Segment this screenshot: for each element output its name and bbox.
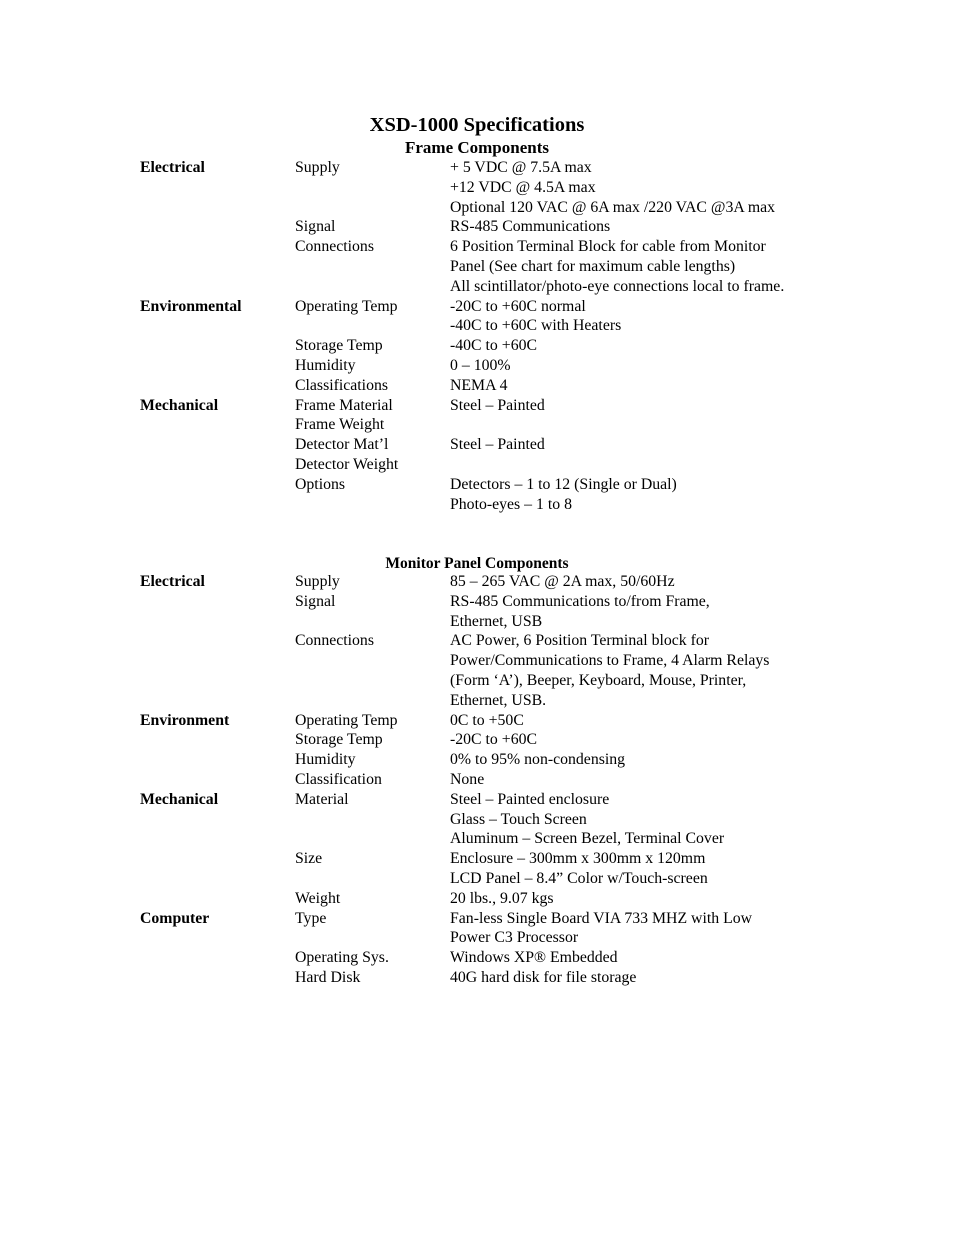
spec-value: Ethernet, USB. bbox=[450, 691, 547, 709]
spec-row bbox=[0, 849, 954, 869]
spec-category bbox=[140, 810, 295, 830]
spec-category: Electrical bbox=[140, 573, 205, 590]
spec-item bbox=[295, 257, 450, 277]
spec-value: -40C to +60C with Heaters bbox=[450, 317, 622, 335]
spec-item: Hard Disk bbox=[295, 968, 361, 986]
spec-value: 0C to +50C bbox=[450, 711, 524, 729]
spec-item bbox=[295, 928, 450, 948]
spec-item: Signal bbox=[295, 218, 336, 236]
spec-value: 20 lbs., 9.07 kgs bbox=[450, 889, 554, 907]
spec-category bbox=[140, 889, 295, 909]
spec-row bbox=[0, 495, 954, 515]
spec-value: Power/Communications to Frame, 4 Alarm Relays bbox=[450, 652, 770, 670]
spec-value: 40G hard disk for file storage bbox=[450, 968, 637, 986]
spec-category bbox=[140, 829, 295, 849]
spec-row bbox=[0, 572, 954, 592]
spec-value: None bbox=[450, 770, 485, 788]
spec-category bbox=[140, 376, 295, 396]
spec-value: RS-485 Communications to/from Frame, bbox=[450, 592, 710, 610]
spec-item: Storage Temp bbox=[295, 337, 383, 355]
spec-item: Operating Sys. bbox=[295, 949, 389, 967]
spec-category bbox=[140, 671, 295, 691]
spec-category bbox=[140, 316, 295, 336]
monitor-panel-heading: Monitor Panel Components bbox=[385, 555, 569, 572]
spec-value: Photo-eyes – 1 to 8 bbox=[450, 495, 572, 513]
spec-value: Windows XP® Embedded bbox=[450, 949, 618, 967]
spec-item: Operating Temp bbox=[295, 297, 398, 315]
spec-item: Humidity bbox=[295, 751, 356, 769]
spec-row bbox=[0, 928, 954, 948]
spec-value: Power C3 Processor bbox=[450, 929, 579, 947]
spec-row bbox=[0, 592, 954, 612]
spec-item: Connections bbox=[295, 632, 374, 650]
spec-value: Steel – Painted bbox=[450, 396, 545, 414]
spec-item bbox=[295, 178, 450, 198]
spec-category bbox=[140, 277, 295, 297]
spec-value: Steel – Painted enclosure bbox=[450, 790, 610, 808]
spec-value: Ethernet, USB bbox=[450, 612, 543, 630]
spec-item: Type bbox=[295, 909, 327, 927]
spec-item: Size bbox=[295, 850, 323, 868]
spec-item: Operating Temp bbox=[295, 711, 398, 729]
spec-row bbox=[0, 277, 954, 297]
spec-row bbox=[0, 356, 954, 376]
spec-category: Environment bbox=[140, 711, 230, 729]
spec-row bbox=[0, 750, 954, 770]
spec-item: Classifications bbox=[295, 376, 389, 394]
spec-row bbox=[0, 396, 954, 416]
spec-row bbox=[0, 217, 954, 237]
spec-category bbox=[140, 336, 295, 356]
spec-value: Enclosure – 300mm x 300mm x 120mm bbox=[450, 850, 706, 868]
spec-category bbox=[140, 592, 295, 612]
spec-row bbox=[0, 316, 954, 336]
spec-category bbox=[140, 730, 295, 750]
spec-value bbox=[450, 415, 830, 435]
spec-value: Optional 120 VAC @ 6A max /220 VAC @3A max bbox=[450, 198, 776, 216]
spec-item: Humidity bbox=[295, 356, 356, 374]
frame-components-heading: Frame Components bbox=[404, 138, 549, 157]
spec-value: LCD Panel – 8.4” Color w/Touch-screen bbox=[450, 869, 708, 887]
spec-item bbox=[295, 277, 450, 297]
spec-item: Connections bbox=[295, 238, 374, 256]
spec-row bbox=[0, 829, 954, 849]
spec-row bbox=[0, 237, 954, 257]
spec-category bbox=[140, 237, 295, 257]
spec-item: Detector Weight bbox=[295, 455, 399, 473]
spec-value: Glass – Touch Screen bbox=[450, 810, 587, 828]
spec-row bbox=[0, 158, 954, 178]
spec-row bbox=[0, 770, 954, 790]
spec-value: NEMA 4 bbox=[450, 376, 508, 394]
spec-category bbox=[140, 770, 295, 790]
spec-row bbox=[0, 730, 954, 750]
spec-category bbox=[140, 631, 295, 651]
spec-value: 0 – 100% bbox=[450, 356, 511, 374]
spec-item: Frame Weight bbox=[295, 416, 385, 434]
spec-item bbox=[295, 829, 450, 849]
spec-row bbox=[0, 198, 954, 218]
spec-category bbox=[140, 691, 295, 711]
spec-category bbox=[140, 475, 295, 495]
spec-value: + 5 VDC @ 7.5A max bbox=[450, 159, 592, 176]
spec-category bbox=[140, 495, 295, 515]
spec-item: Weight bbox=[295, 889, 341, 907]
frame-spec-table bbox=[0, 158, 954, 514]
spec-row bbox=[0, 631, 954, 651]
spec-item bbox=[295, 810, 450, 830]
spec-row bbox=[0, 711, 954, 731]
spec-category: Computer bbox=[140, 909, 210, 927]
spec-row bbox=[0, 909, 954, 929]
spec-row bbox=[0, 455, 954, 475]
spec-category bbox=[140, 415, 295, 435]
spec-row bbox=[0, 376, 954, 396]
spec-value bbox=[450, 455, 830, 475]
spec-item bbox=[295, 316, 450, 336]
spec-category bbox=[140, 455, 295, 475]
spec-value: RS-485 Communications bbox=[450, 218, 611, 236]
spec-item: Storage Temp bbox=[295, 731, 383, 749]
spec-item: Frame Material bbox=[295, 396, 393, 414]
spec-category bbox=[140, 968, 295, 988]
spec-item: Signal bbox=[295, 592, 336, 610]
spec-category: Mechanical bbox=[140, 790, 219, 808]
spec-category bbox=[140, 198, 295, 218]
spec-category: Environmental bbox=[140, 297, 242, 315]
spec-category bbox=[140, 435, 295, 455]
spec-category bbox=[140, 217, 295, 237]
spec-row bbox=[0, 869, 954, 889]
spec-category bbox=[140, 651, 295, 671]
spec-value: Fan-less Single Board VIA 733 MHZ with Low bbox=[450, 909, 753, 927]
spec-row bbox=[0, 435, 954, 455]
monitor-spec-table bbox=[0, 572, 954, 988]
spec-row bbox=[0, 790, 954, 810]
spec-item bbox=[295, 691, 450, 711]
spec-value: -20C to +60C normal bbox=[450, 297, 586, 315]
spec-row bbox=[0, 178, 954, 198]
spec-category: Mechanical bbox=[140, 396, 219, 414]
spec-category bbox=[140, 356, 295, 376]
spec-item: Supply bbox=[295, 573, 340, 590]
spec-item bbox=[295, 869, 450, 889]
spec-row bbox=[0, 612, 954, 632]
spec-row bbox=[0, 691, 954, 711]
spec-item: Detector Mat’l bbox=[295, 436, 389, 454]
spec-row bbox=[0, 415, 954, 435]
spec-row bbox=[0, 651, 954, 671]
spec-category bbox=[140, 849, 295, 869]
spec-value: Detectors – 1 to 12 (Single or Dual) bbox=[450, 475, 677, 493]
spec-item bbox=[295, 495, 450, 515]
spec-row bbox=[0, 671, 954, 691]
spec-value: 0% to 95% non-condensing bbox=[450, 751, 626, 769]
spec-category bbox=[140, 178, 295, 198]
spec-value: Panel (See chart for maximum cable lengths) bbox=[450, 257, 736, 275]
spec-item: Classification bbox=[295, 770, 382, 788]
spec-value: (Form ‘A’), Beeper, Keyboard, Mouse, Printer, bbox=[450, 671, 747, 689]
spec-item bbox=[295, 671, 450, 691]
spec-category bbox=[140, 869, 295, 889]
spec-row bbox=[0, 948, 954, 968]
spec-item bbox=[295, 198, 450, 218]
spec-category bbox=[140, 750, 295, 770]
spec-value: AC Power, 6 Position Terminal block for bbox=[450, 632, 710, 650]
spec-value: Aluminum – Screen Bezel, Terminal Cover bbox=[450, 830, 725, 848]
spec-value: -20C to +60C bbox=[450, 731, 538, 749]
spec-value: All scintillator/photo-eye connections local to frame. bbox=[450, 277, 785, 295]
spec-value: +12 VDC @ 4.5A max bbox=[450, 178, 596, 196]
spec-row bbox=[0, 968, 954, 988]
spec-category bbox=[140, 612, 295, 632]
spec-item: Supply bbox=[295, 159, 340, 176]
spec-row bbox=[0, 889, 954, 909]
spec-item: Material bbox=[295, 790, 349, 808]
spec-value: 85 – 265 VAC @ 2A max, 50/60Hz bbox=[450, 573, 675, 590]
spec-value: Steel – Painted bbox=[450, 436, 545, 454]
document-title: XSD-1000 Specifications bbox=[369, 114, 585, 136]
spec-category bbox=[140, 948, 295, 968]
spec-row bbox=[0, 297, 954, 317]
spec-item: Options bbox=[295, 475, 346, 493]
spec-category bbox=[140, 257, 295, 277]
spec-row bbox=[0, 475, 954, 495]
spec-row bbox=[0, 257, 954, 277]
spec-value: -40C to +60C bbox=[450, 337, 538, 355]
spec-value: 6 Position Terminal Block for cable from Monitor bbox=[450, 238, 766, 256]
spec-row bbox=[0, 810, 954, 830]
spec-category: Electrical bbox=[140, 159, 205, 176]
spec-item bbox=[295, 651, 450, 671]
spec-item bbox=[295, 612, 450, 632]
spec-row bbox=[0, 336, 954, 356]
spec-category bbox=[140, 928, 295, 948]
